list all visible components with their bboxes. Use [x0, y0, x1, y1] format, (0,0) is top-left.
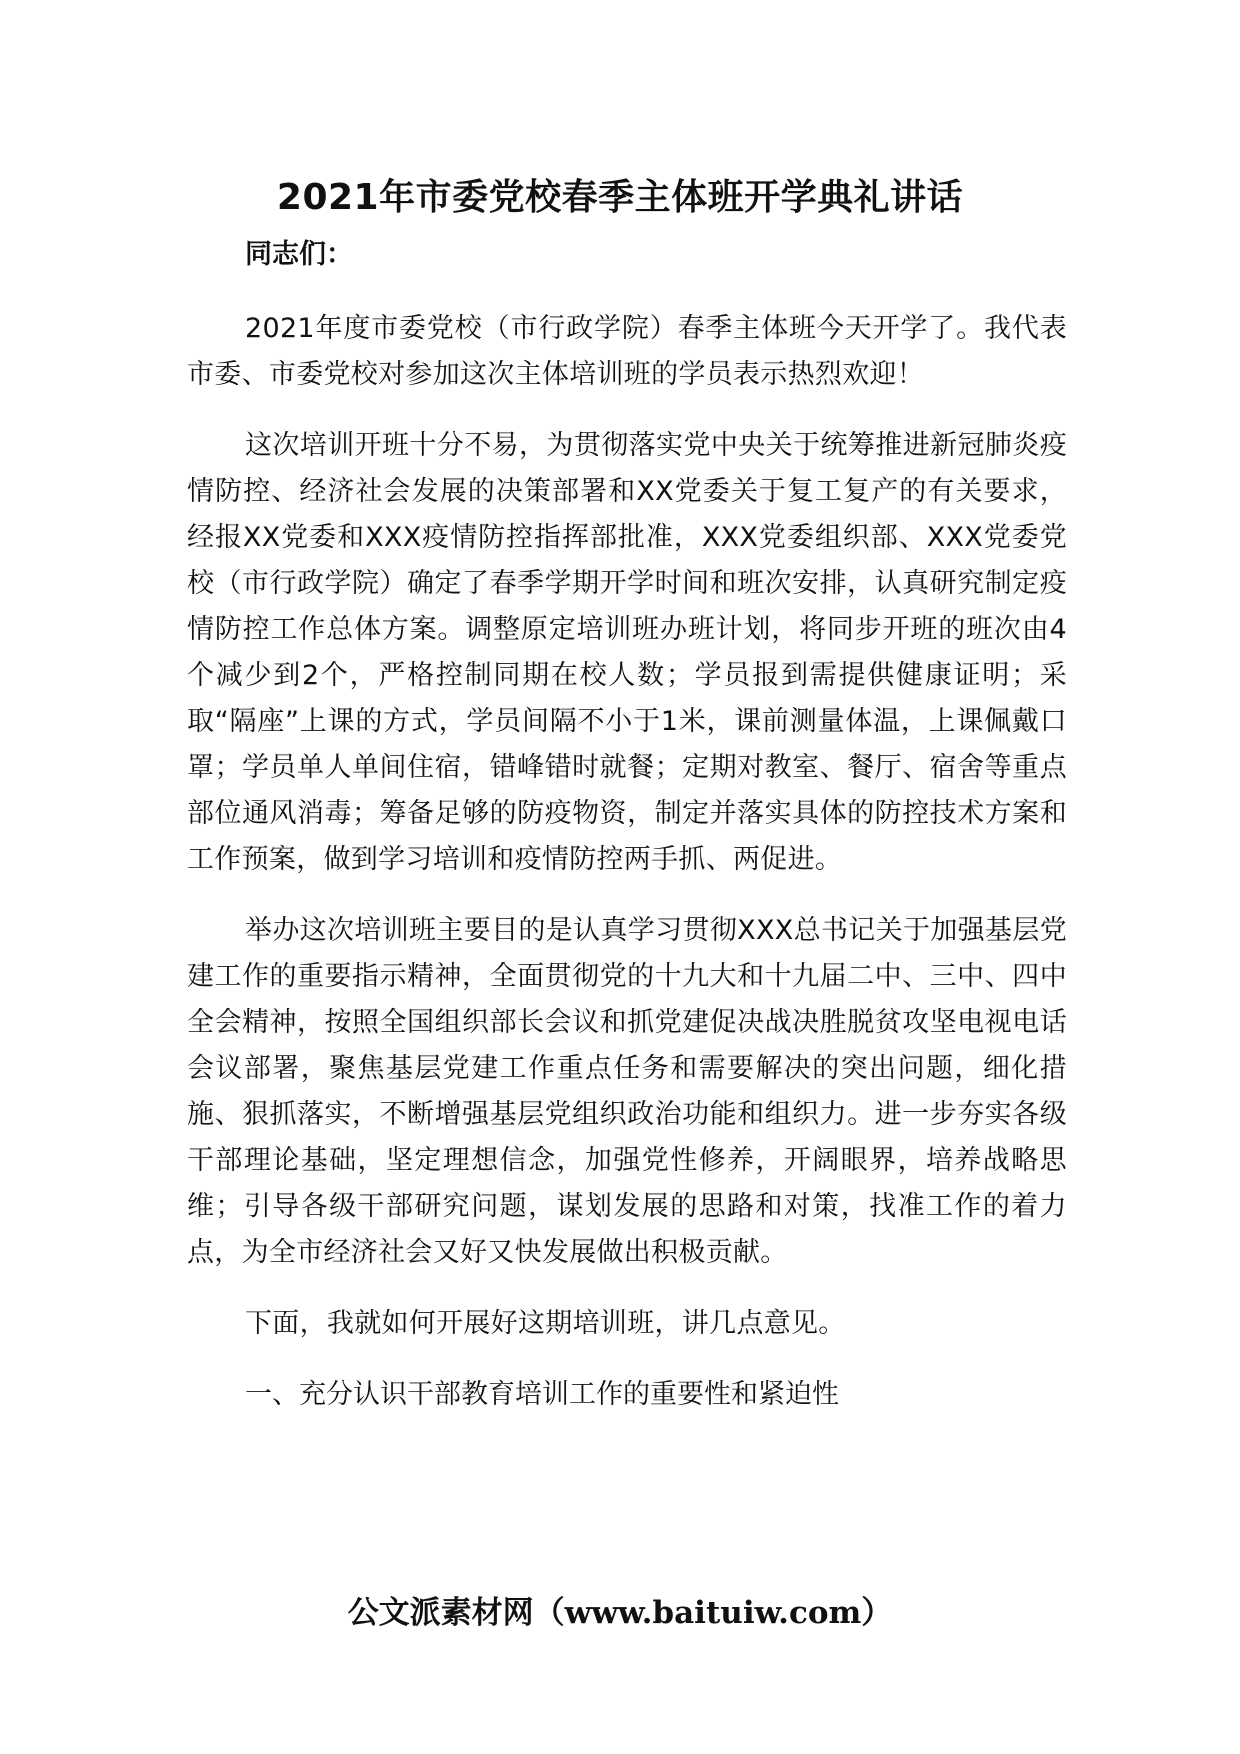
section-heading-1: 一、充分认识干部教育培训工作的重要性和紧迫性	[245, 1379, 839, 1410]
paragraph-opening: 2021年度市委党校（市行政学院）春季主体班今天开学了。我代表市委、市委党校对参加这次主体培训班的学员表示热烈欢迎！	[187, 313, 1067, 390]
document-body	[187, 232, 1067, 1418]
footer-watermark: 公文派素材网（www.baituiw.com）	[347, 1595, 893, 1631]
document-title: 2021年市委党校春季主体班开学典礼讲话	[276, 177, 964, 219]
paragraph-epidemic-measures: 这次培训开班十分不易，为贯彻落实党中央关于统筹推进新冠肺炎疫情防控、经济社会发展的决策部署和XX党委关于复工复产的有关要求，经报XX党委和XXX疫情防控指挥部批准，XXX党委组织部、XXX党委党校（市行政学院）确定了春季学期开学时间和班次安排，认真研究制定疫情防控工作总体方案。调整原定培训班办班计划，将同步开班的班次由4个减少到2个，严格控制同期在校人数；学员报到需提供健康证明；采取“隔座”上课的方式，学员间隔不小于1米，课前测量体温，上课佩戴口罩；学员单人单间住宿，错峰错时就餐；定期对教室、餐厅、宿舍等重点部位通风消毒；筹备足够的防疫物资，制定并落实具体的防控技术方案和工作预案，做到学习培训和疫情防控两手抓、两促进。	[187, 430, 1067, 875]
salutation: 同志们：	[245, 239, 353, 270]
paragraph-training-purpose: 举办这次培训班主要目的是认真学习贯彻XXX总书记关于加强基层党建工作的重要指示精神，全面贯彻党的十九大和十九届二中、三中、四中全会精神，按照全国组织部长会议和抓党建促决战决胜脱贫攻坚电视电话会议部署，聚焦基层党建工作重点任务和需要解决的突出问题，细化措施、狠抓落实，不断增强基层党组织政治功能和组织力。进一步夯实各级干部理论基础，坚定理想信念，加强党性修养，开阔眼界，培养战略思维；引导各级干部研究问题，谋划发展的思路和对策，找准工作的着力点，为全市经济社会又好又快发展做出积极贡献。	[187, 915, 1067, 1268]
paragraph-transition: 下面，我就如何开展好这期培训班，讲几点意见。	[245, 1308, 846, 1339]
